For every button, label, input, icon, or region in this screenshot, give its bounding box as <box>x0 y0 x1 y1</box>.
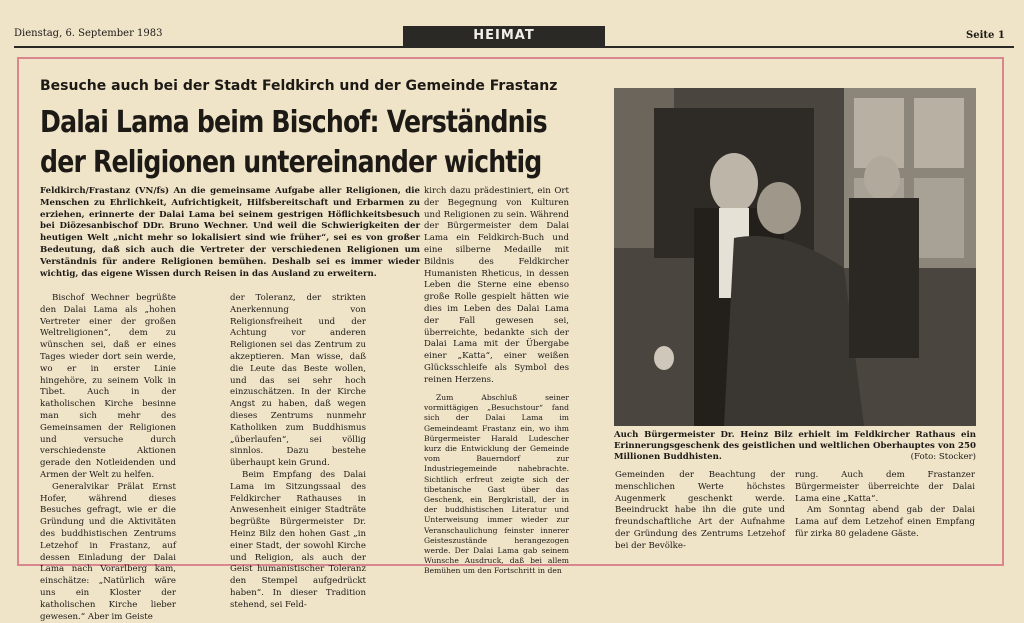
caption-text: Auch Bürgermeister Dr. Heinz Bilz erhielt im Feldkircher Rathaus ein Erinnerungsgeschenk des geistlichen und weltlichen Oberhauptes von 250 Millionen Buddhisten. <box>614 430 976 462</box>
column-1 <box>40 293 176 623</box>
column-5 <box>795 470 975 541</box>
headline-line-1: Dalai Lama beim Bischof: Verständnis <box>40 105 547 140</box>
lead-text: Feldkirch/Frastanz (VN/fs) An die gemeinsame Aufgabe aller Religionen, die Menschen zu Ehrlichkeit, Aufrichtigkeit, Hilfsbereitschaft und Erbarmen zu erziehen, erinnerte der Dalai Lama bei seinem gestrigen Höflichkeitsbesuch bei Diözesanbischof DDr. Bruno Wechner. Und weil die Schwierigkeiten der heutigen Welt „nicht mehr so lokalisiert sind wie früher“, sei es von großer Bedeutung, daß sich auch die Vertreter der verschiedenen Religionen um Verständnis für andere Religionen bemühen. Deshalb sei es immer wieder wichtig, das eigene Wissen durch Reisen in das Ausland zu erweitern. <box>40 186 420 279</box>
headline-line-2: der Religionen untereinander wichtig <box>40 145 542 180</box>
column-3-top <box>424 186 569 387</box>
col4-paragraph: Gemeinden der Beachtung der menschlichen Werte höchstes Augenmerk geschenkt werde. Beeindruckt habe ihn die gute und freundschaftliche Art der Aufnahme der Gründung des Zentrums Letzehof bei der Bevölke- <box>615 470 785 551</box>
section-banner: HEIMAT <box>403 26 605 46</box>
article-kicker: Besuche auch bei der Stadt Feldkirch und der Gemeinde Frastanz <box>40 78 558 94</box>
col5-paragraph-1: rung. Auch dem Frastanzer Bürgermeister überreichte der Dalai Lama eine „Katta“. <box>795 470 975 504</box>
page-header <box>0 0 1024 52</box>
photo-caption <box>614 430 976 463</box>
col3-paragraph-1: kirch dazu prädestiniert, ein Ort der Begegnung von Kulturen und Religionen zu sein. Während der Bürgermeister dem Dalai Lama ein Feldkirch-Buch und eine silberne Medaille mit Bildnis des Feldkircher Humanisten Rheticus, in dessen Leben die Sterne eine ebenso große Rolle gespielt hätten wie dies im Leben des Dalai Lama der Fall gewesen sei, überreichte, bedankte sich der Dalai Lama mit der Übergabe einer „Katta“, einer weißen Glücksschleife als Symbol des reinen Herzens. <box>424 186 569 385</box>
col2-paragraph-2: Beim Empfang des Dalai Lama im Sitzungssaal des Feldkircher Rathauses in Anwesenheit einiger Stadträte begrüßte Bürgermeister Dr. Heinz Bilz den hohen Gast „in einer Stadt, der sowohl Kirche und Religion, als auch der Geist humanistischer Toleranz den Stempel aufgedrückt haben“. In dieser Tradition stehend, sei Feld- <box>230 469 366 610</box>
header-rule <box>14 46 1014 48</box>
column-3 <box>424 393 569 577</box>
column-4 <box>615 470 785 553</box>
col1-paragraph-1: Bischof Wechner begrüßte den Dalai Lama als „hohen Vertreter einer der großen Weltreligionen“, dem zu wünschen sei, daß er eines Tages wieder dort sein werde, wo er in erster Linie hingehöre, zu seinem Volk in Tibet. Auch in der katholischen Kirche besinne man sich mehr des Gemeinsamen der Religionen und versuche durch verschiedenste Aktionen gerade den Notleidenden und Armen der Welt zu helfen. <box>40 293 176 480</box>
news-photo <box>614 88 976 426</box>
col1-paragraph-2: Generalvikar Prälat Ernst Hofer, während dieses Besuches gefragt, wie er die Gründung und die Aktivitäten des buddhistischen Zentrums Letzehof in Frastanz, auf dessen Einladung der Dalai Lama nach Vorarlberg kam, einschätze: „Natürlich wäre uns ein Kloster der katholischen Kirche lieber gewesen.“ Aber im Geiste <box>40 481 176 622</box>
issue-date: Dienstag, 6. September 1983 <box>14 28 163 39</box>
page-number: Seite 1 <box>966 30 1005 41</box>
photo-image <box>614 88 976 426</box>
col5-paragraph-2: Am Sonntag abend gab der Dalai Lama auf dem Letzehof einen Empfang für zirka 80 geladene Gäste. <box>795 505 975 539</box>
article-headline <box>40 103 547 183</box>
col2-paragraph-1: der Toleranz, der strikten Anerkennung von Religionsfreiheit und der Achtung vor anderen Religionen sei das Zentrum zu akzeptieren. Man wisse, daß die Leute das Beste wollen, und das sei sehr hoch einzuschätzen. In der Kirche Angst zu haben, daß wegen dieses Zentrums nunmehr Katholiken zum Buddhismus „überlaufen“, sei völlig sinnlos. Dazu bestehe überhaupt kein Grund. <box>230 293 366 469</box>
col3-paragraph-2: Zum Abschluß seiner vormittägigen „Besuchstour“ fand sich der Dalai Lama im Gemeindeamt Frastanz ein, wo ihm Bürgermeister Harald Ludescher kurz die Entwicklung der Gemeinde vom Bauerndorf zur Industriegemeinde nahebrachte. Sichtlich erfreut zeigte sich der tibetanische Gast über das Geschenk, ein Bergkristall, der in der buddhistischen Literatur und Unterweisung immer wieder zur Veranschaulichung feinster innerer Geisteszustände herangezogen werde. Der Dalai Lama gab seinem Wunsche Ausdruck, daß bei allem Bemühen um den Fortschritt in den <box>424 393 569 576</box>
photo-credit: (Foto: Stocker) <box>910 452 976 462</box>
column-2 <box>230 293 366 612</box>
